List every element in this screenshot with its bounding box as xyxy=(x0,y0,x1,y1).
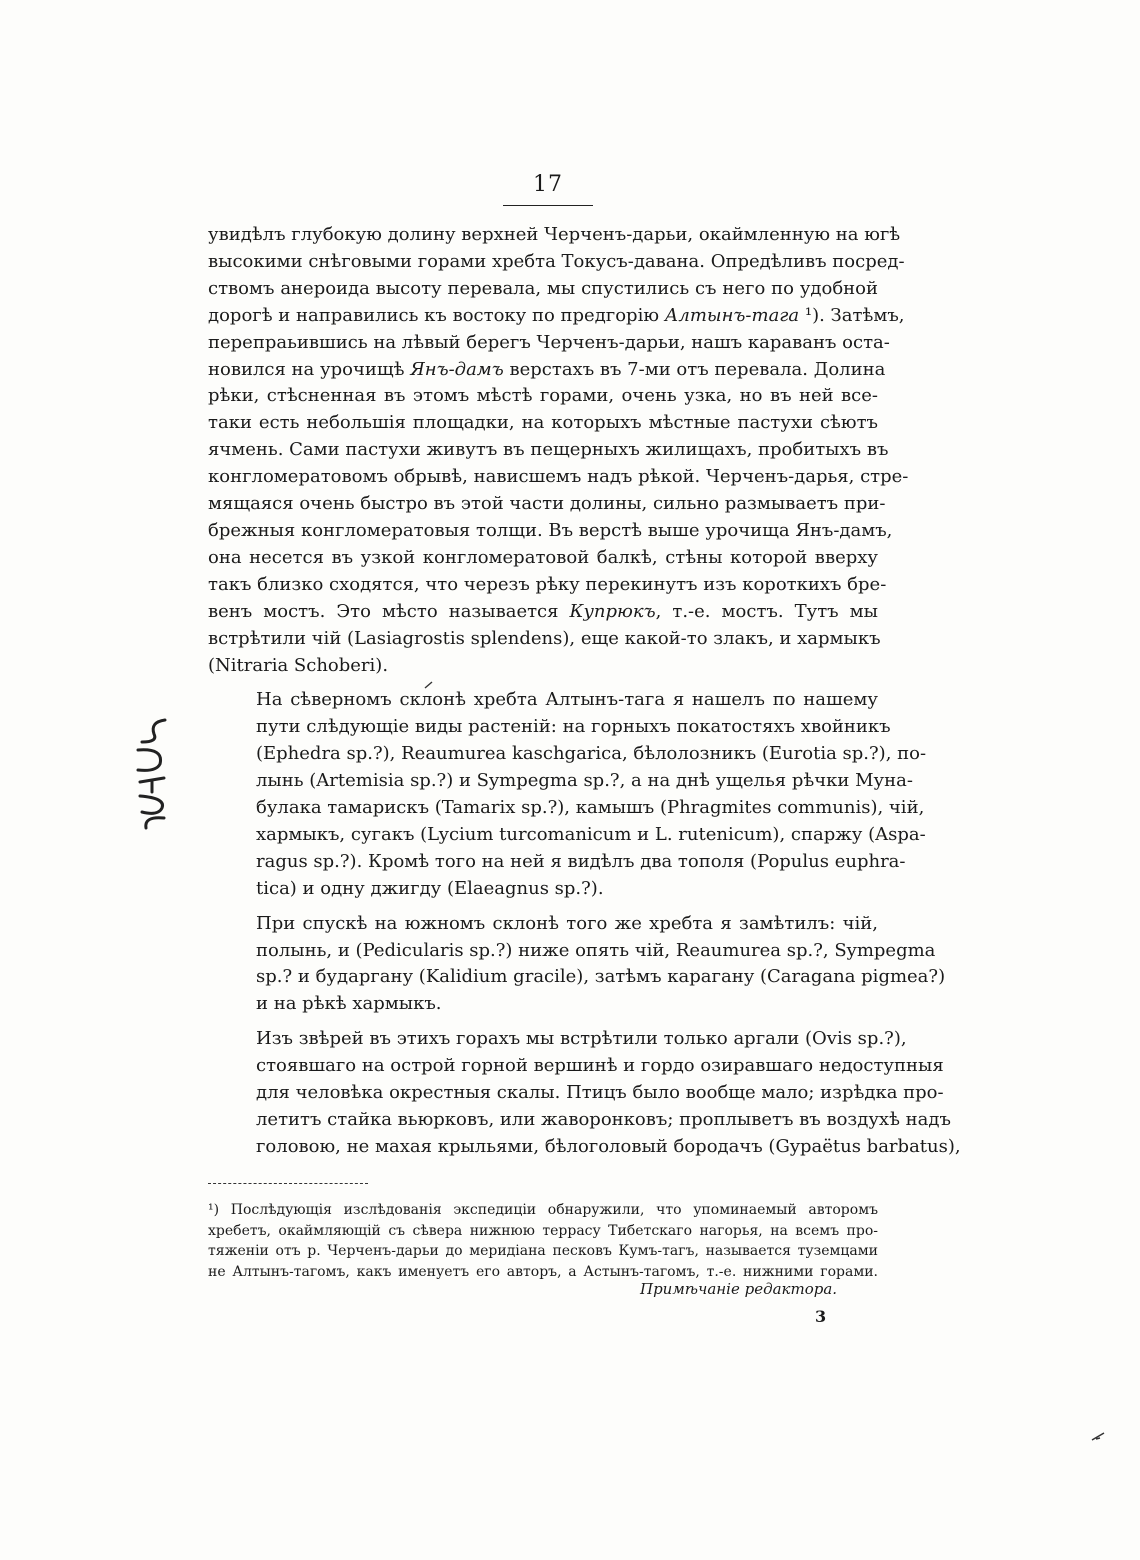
text-line: хармыкъ, сугакъ (Lycium turcomanicum и L. rutenicum), спаржу (Aspa- xyxy=(256,823,926,845)
signature-number: 3 xyxy=(815,1307,827,1326)
text-line: При спускѣ на южномъ склонѣ того же хребта я замѣтилъ: чій, xyxy=(256,912,878,934)
footnote xyxy=(208,1200,878,1282)
text-line: и на рѣкѣ хармыкъ. xyxy=(256,993,442,1015)
text-line: стоявшаго на острой горной вершинѣ и гордо озиравшаго недоступныя xyxy=(256,1055,944,1077)
text-line: ячмень. Сами пастухи живутъ въ пещерныхъ жилищахъ, пробитыхъ въ xyxy=(208,439,889,461)
library-stamp xyxy=(120,712,180,832)
footnote-line: ¹) Послѣдующія изслѣдованія экспедиціи обнаружили, что упоминаемый авторомъ xyxy=(208,1202,878,1218)
paragraph-3 xyxy=(208,911,946,1019)
text-line-mixed xyxy=(208,599,878,626)
text-line: ствомъ анероида высоту перевала, мы спустились съ него по удобной xyxy=(208,277,878,299)
paragraph-2 xyxy=(208,687,927,902)
text-line: высокими снѣговыми горами хребта Токусъ-давана. Опредѣливъ посред- xyxy=(208,250,905,272)
text-line-mixed xyxy=(208,357,886,384)
text-line: встрѣтили чій (Lasiagrostis splendens), еще какой-то злакъ, и хармыкъ xyxy=(208,627,881,649)
text-line: таки есть небольшія площадки, на которыхъ мѣстные пастухи сѣютъ xyxy=(208,412,878,434)
text-line: она несется въ узкой конгломератовой балкѣ, стѣны которой вверху xyxy=(208,546,878,568)
footnote-line: тяженіи отъ р. Черченъ-дарьи до меридіана песковъ Кумъ-тагъ, называется туземцами xyxy=(208,1243,878,1260)
footnote-line: хребетъ, окаймляющій съ сѣвера нижнюю террасу Тибетскаго нагорья, на всемъ про- xyxy=(208,1222,878,1239)
text-span: ¹). Затѣмъ, xyxy=(804,304,905,326)
main-text xyxy=(208,222,961,1161)
text-line: пути слѣдующіе виды растеній: на горныхъ покатостяхъ хвойникъ xyxy=(256,716,891,738)
text-line: головою, не махая крыльями, бѣлоголовый бородачъ (Gypaëtus barbatus), xyxy=(256,1135,961,1157)
text-line-mixed xyxy=(208,303,905,330)
text-line: ragus sp.?). Кромѣ того на ней я видѣлъ два тополя (Populus euphra- xyxy=(256,850,906,872)
place-name-italic: Алтынъ-тага xyxy=(664,304,800,326)
text-line: летитъ стайка вьюрковъ, или жаворонковъ; проплыветъ въ воздухѣ надъ xyxy=(256,1109,951,1130)
text-span: новился на урочищѣ xyxy=(208,358,405,380)
footnote-rule xyxy=(208,1183,368,1184)
text-line: увидѣлъ глубокую долину верхней Черченъ-дарьи, окаймленную на югѣ xyxy=(208,224,901,245)
page-number-rule xyxy=(503,205,593,206)
page-number: 17 xyxy=(533,172,563,197)
text-line: лынь (Artemisia sp.?) и Sympegma sp.?, а на днѣ ущелья рѣчки Муна- xyxy=(256,770,913,792)
editor-note: Примѣчаніе редактора. xyxy=(640,1280,838,1298)
text-span: , т.-е. мостъ. Тутъ мы xyxy=(655,600,878,622)
text-line: перепраьившись на лѣвый берегъ Черченъ-дарьи, нашъ караванъ оста- xyxy=(208,331,890,353)
text-span: венъ мостъ. Это мѣсто называется xyxy=(208,600,559,622)
text-line: брежныя конгломератовыя толщи. Въ верстѣ выше урочища Янъ-дамъ, xyxy=(208,519,893,541)
text-line: рѣки, стѣсненная въ этомъ мѣстѣ горами, очень узка, но въ ней все- xyxy=(208,385,878,407)
text-line: (Ephedra sp.?), Reaumurea kaschgarica, бѣлолозникъ (Eurotia sp.?), по- xyxy=(256,743,927,765)
text-line: конгломератовомъ обрывѣ, нависшемъ надъ рѣкой. Черченъ-дарья, стре- xyxy=(208,466,909,488)
text-line: полынь, и (Pedicularis sp.?) ниже опять чій, Reaumurea sp.?, Sympegma xyxy=(256,939,936,961)
text-span: дорогѣ и направились къ востоку по предгорію xyxy=(208,304,660,326)
footnote-line: не Алтынъ-тагомъ, какъ именуетъ его авторъ, а Астынъ-тагомъ, т.-е. нижними горами. xyxy=(208,1263,878,1280)
text-line: мящаяся очень быстро въ этой части долины, сильно размываетъ при- xyxy=(208,493,886,515)
text-line: булака тамарискъ (Tamarix sp.?), камышъ (Phragmites communis), чій, xyxy=(256,797,925,819)
text-line: sp.? и бударгану (Kalidium gracile), затѣмъ карагану (Caragana pigmea?) xyxy=(256,966,946,988)
margin-mark xyxy=(1090,1430,1108,1444)
text-span: верстахъ въ 7-ми отъ перевала. Долина xyxy=(509,358,886,380)
text-line: (Nitraria Schoberi). xyxy=(208,654,389,676)
text-line: для человѣка окрестныя скалы. Птицъ было вообще мало; изрѣдка про- xyxy=(256,1082,944,1104)
text-line: На сѣверномъ склонѣ хребта Алтынъ-тага я нашелъ по нашему xyxy=(256,689,878,711)
paragraph-4 xyxy=(208,1026,961,1161)
paragraph-1 xyxy=(208,222,909,679)
text-line: Изъ звѣрей въ этихъ горахъ мы встрѣтили только аргали (Ovis sp.?), xyxy=(256,1028,907,1050)
text-line: tica) и одну джигду (Elaeagnus sp.?). xyxy=(256,877,604,899)
text-line: такъ близко сходятся, что черезъ рѣку перекинутъ изъ короткихъ бре- xyxy=(208,573,887,595)
place-name-italic: Янъ-дамъ xyxy=(410,358,504,380)
place-name-italic: Купрюкъ xyxy=(569,600,656,622)
